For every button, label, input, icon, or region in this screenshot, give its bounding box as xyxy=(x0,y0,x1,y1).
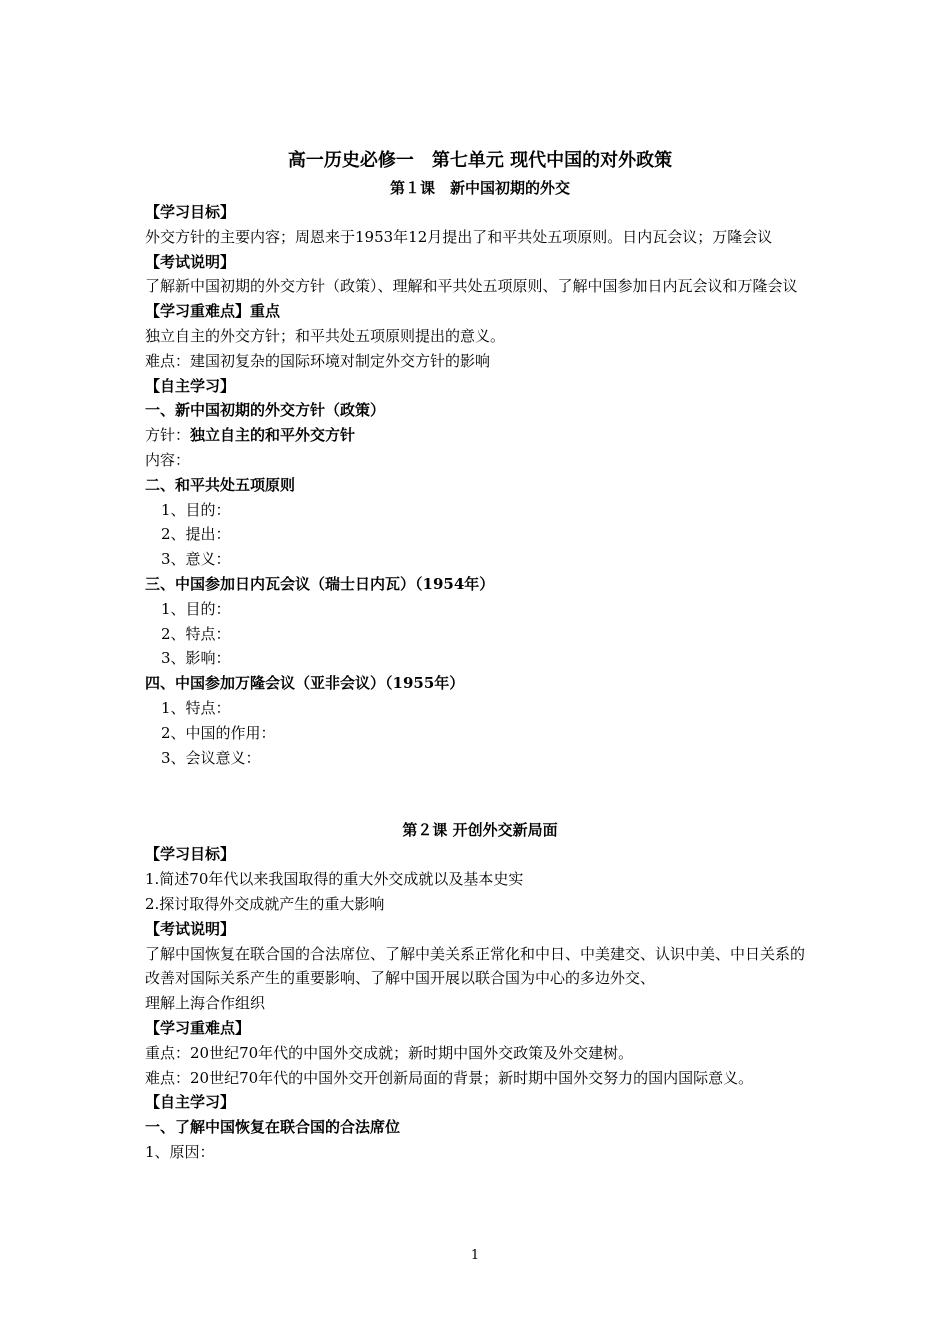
lesson1-section2-heading: 二、和平共处五项原则 xyxy=(145,475,296,494)
lesson1-self-heading: 【自主学习】 xyxy=(145,376,236,395)
lesson1-goal-text: 外交方针的主要内容；周恩来于1953年12月提出了和平共处五项原则。日内瓦会议；万隆会议 xyxy=(145,227,773,246)
lesson1-key-heading: 【学习重难点】重点 xyxy=(145,302,281,321)
lesson2-exam-text2: 理解上海合作组织 xyxy=(145,994,266,1013)
lesson1-goal-heading: 【学习目标】 xyxy=(145,203,236,221)
lesson1-section3-heading: 三、中国参加日内瓦会议（瑞士日内瓦）（1954年） xyxy=(145,574,495,593)
lesson2-title: 第２课 开创外交新局面 xyxy=(402,821,558,840)
policy-value: 独立自主的和平外交方针 xyxy=(190,426,356,445)
lesson1-content-label: 内容： xyxy=(145,450,191,469)
list-item: 2、特点： xyxy=(161,624,231,643)
list-item: 1.简述70年代以来我国取得的重大外交成就以及基本史实 xyxy=(145,870,524,889)
lesson1-policy-line xyxy=(145,423,815,448)
lesson2-key-text: 重点：20世纪70年代的中国外交成就；新时期中国外交政策及外交建树。 xyxy=(145,1043,634,1062)
lesson2-key-heading: 【学习重难点】 xyxy=(145,1018,251,1037)
list-item: 2.探讨取得外交成就产生的重大影响 xyxy=(145,894,385,913)
lesson1-section1-heading: 一、新中国初期的外交方针（政策） xyxy=(145,401,386,420)
list-item: 3、影响： xyxy=(161,649,231,668)
section-spacer xyxy=(145,770,815,818)
lesson2-exam-text: 了解中国恢复在联合国的合法席位、了解中美关系正常化和中日、中美建交、认识中美、中日关系的改善对国际关系产生的重要影响、了解中国开展以联合国为中心的多边外交、 xyxy=(145,944,806,988)
lesson1-title: 第１课 新中国初期的外交 xyxy=(389,179,570,197)
lesson2-self-heading: 【自主学习】 xyxy=(145,1093,236,1112)
lesson1-exam-heading: 【考试说明】 xyxy=(145,252,236,271)
lesson2-exam-heading: 【考试说明】 xyxy=(145,919,236,938)
lesson2-difficulty-text: 难点：20世纪70年代的中国外交开创新局面的背景；新时期中国外交努力的国内国际意义。 xyxy=(145,1068,754,1087)
list-item: 2、提出： xyxy=(161,525,231,544)
lesson2-goal-heading: 【学习目标】 xyxy=(145,845,236,864)
list-item: 3、意义： xyxy=(161,550,231,569)
list-item: 3、会议意义： xyxy=(161,748,261,767)
document-title: 高一历史必修一 第七单元 现代中国的对外政策 xyxy=(287,150,673,171)
lesson2-section1-heading: 一、了解中国恢复在联合国的合法席位 xyxy=(145,1118,401,1137)
lesson1-exam-text: 了解新中国初期的外交方针（政策）、理解和平共处五项原则、了解中国参加日内瓦会议和万隆会议 xyxy=(145,277,798,296)
policy-label: 方针： xyxy=(145,426,191,445)
lesson1-section4-heading: 四、中国参加万隆会议（亚非会议）（1955年） xyxy=(145,674,465,693)
list-item: 2、中国的作用： xyxy=(161,723,276,742)
list-item: 1、特点： xyxy=(161,698,231,717)
lesson1-difficulty-text: 难点：建国初复杂的国际环境对制定外交方针的影响 xyxy=(145,351,491,370)
list-item: 1、目的： xyxy=(161,599,231,618)
list-item: 1、原因： xyxy=(145,1142,215,1161)
page-number: 1 xyxy=(470,1248,480,1263)
list-item: 1、目的： xyxy=(161,500,231,519)
lesson1-key-text: 独立自主的外交方针；和平共处五项原则提出的意义。 xyxy=(145,326,506,345)
document-body xyxy=(145,146,815,1165)
